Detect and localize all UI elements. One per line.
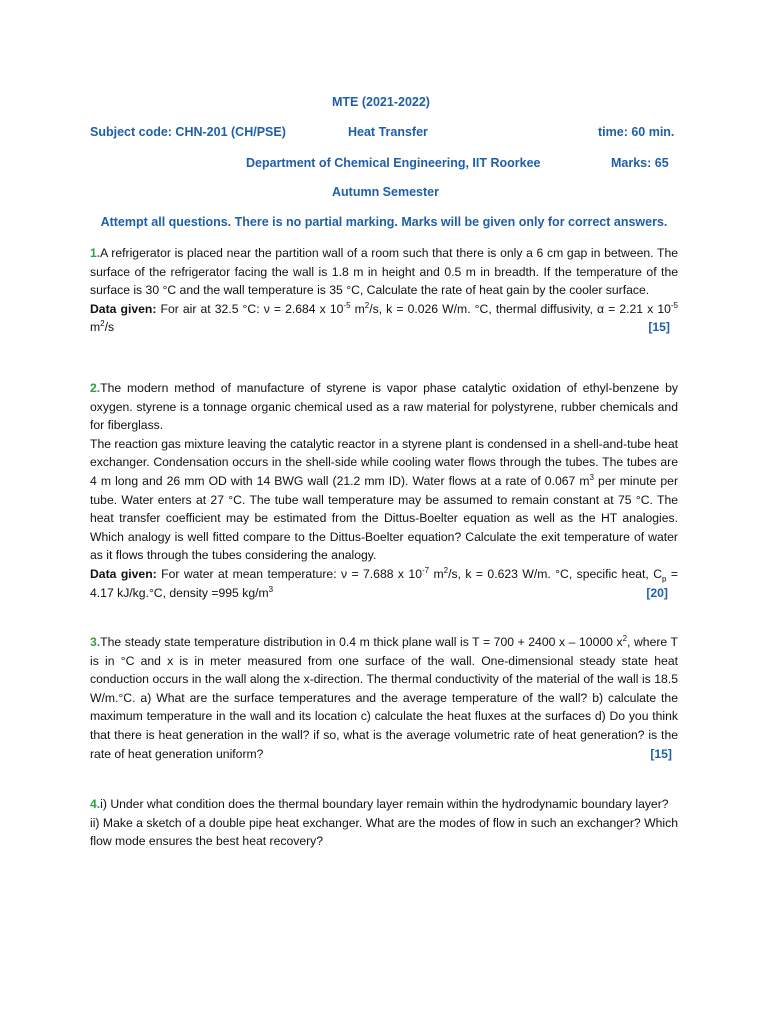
exponent: -5	[343, 300, 351, 310]
question-2-para-2a: The reaction gas mixture leaving the catalytic reactor in a styrene plant is condensed in a shell-and-tube heat exchanger. Condensation occurs in the shell-side while cooling water flows through the tubes. The tubes are 4 m long and 26 mm OD with 14 BWG wall (21.2 mm ID). Water flows at a rate of 0.067 m	[90, 436, 678, 488]
data-segment: = 4.17 kJ/kg.°C, density =995 kg/m	[90, 566, 678, 600]
data-label: Data given:	[90, 566, 157, 581]
question-4-number: 4.	[90, 797, 101, 811]
question-1-body: A refrigerator is placed near the partition wall of a room such that there is only a 6 cm gap in between. The surface of the refrigerator facing the wall is 1.8 m in height and 0.5 m in breadth. If the temperature of the surface is 30 °C and the wall temperature is 35 °C, Calculate the rate of heat gain by the cooler surface.	[90, 246, 678, 298]
question-3-marks: [15]	[650, 746, 672, 761]
question-1-data	[90, 300, 678, 337]
question-1-marks: [15]	[648, 320, 670, 335]
department: Department of Chemical Engineering, IIT Roorkee	[246, 156, 541, 170]
question-4-part-2: ii) Make a sketch of a double pipe heat exchanger. What are the modes of flow in such an exchanger? Which flow mode ensures the best heat recovery?	[90, 815, 678, 849]
exam-time: time: 60 min.	[598, 125, 675, 139]
exponent: 3	[268, 584, 274, 594]
question-1-number: 1.	[90, 246, 101, 260]
question-2-para-2b: per minute per tube. Water enters at 27 °C. The tube wall temperature may be assumed to remain constant at 75 °C. The heat transfer coefficient may be estimated from the Dittus-Boelter equation as well as the HT analogies. Which analogy is well fitted compare to the Dittus-Boelter equation? Calculate the exit temperature of water as it flows through the tubes considering the analogy.	[90, 473, 679, 563]
semester: Autumn Semester	[332, 185, 439, 199]
question-1-text	[90, 244, 678, 300]
data-segment: m	[350, 301, 365, 316]
question-4	[90, 795, 678, 851]
subject-name: Heat Transfer	[348, 125, 428, 139]
question-2-intro	[90, 379, 678, 435]
exponent: 2	[443, 565, 449, 575]
data-segment: For air at 32.5 °C: ν = 2.684 x 10	[160, 301, 344, 316]
data-segment: /s, k = 0.623 W/m. °C, specific heat, C	[448, 566, 662, 581]
data-segment: m	[429, 566, 444, 581]
instructions: Attempt all questions. There is no partial marking. Marks will be given only for correct answers.	[100, 215, 668, 229]
question-2-data	[90, 565, 678, 602]
question-2-para-1: The modern method of manufacture of styrene is vapor phase catalytic oxidation of ethyl-benzene by oxygen. styrene is a tonnage organic chemical used as a raw material for polystyrene, rubber chemicals and for fiberglass.	[90, 381, 678, 433]
question-3-number: 3.	[90, 635, 101, 649]
question-3-text	[90, 633, 678, 763]
question-2-marks: [20]	[646, 585, 668, 600]
exponent: -7	[421, 565, 430, 575]
question-3	[90, 633, 678, 763]
data-segment: /s, k = 0.026 W/m. °C, thermal diffusivity, α = 2.21 x 10	[369, 301, 671, 316]
exponent: 3	[589, 472, 594, 482]
question-2-number: 2.	[90, 381, 101, 395]
exam-title: MTE (2021-2022)	[332, 95, 430, 109]
exponent: 2	[100, 319, 105, 329]
exponent: -5	[670, 300, 679, 310]
question-3-body-a: The steady state temperature distribution in 0.4 m thick plane wall is T = 700 + 2400 x – 10000 x	[100, 635, 623, 649]
subscript: p	[662, 574, 667, 584]
question-2-body	[90, 435, 678, 565]
question-4-part-1-text: i) Under what condition does the thermal boundary layer remain within the hydrodynamic boundary layer?	[100, 797, 669, 811]
question-3-body-b: , where T is in °C and x is in meter measured from one surface of the wall. One-dimensional steady state heat conduction occurs in the wall along the x-direction. The thermal conductivity of the material of the wall is 18.5 W/m.°C. a) What are the surface temperatures and the average temperature of the wall? b) calculate the maximum temperature in the wall and its location c) calculate the heat fluxes at the surfaces d) Do you think that there is heat generation in the wall? if so, what is the average volumetric rate of heat generation? is the rate of heat generation uniform?	[90, 635, 678, 761]
exponent: 2	[622, 633, 628, 643]
data-segment: For water at mean temperature: ν = 7.688 x 10	[156, 566, 422, 581]
question-4-part-1	[90, 795, 678, 814]
subject-code: Subject code: CHN-201 (CH/PSE)	[90, 125, 286, 139]
exponent: 2	[364, 300, 370, 310]
data-label: Data given:	[90, 301, 157, 316]
data-segment: /s	[104, 320, 115, 335]
question-1	[90, 244, 678, 337]
question-2	[90, 379, 678, 602]
data-segment: m	[90, 320, 101, 335]
total-marks: Marks: 65	[611, 156, 669, 170]
